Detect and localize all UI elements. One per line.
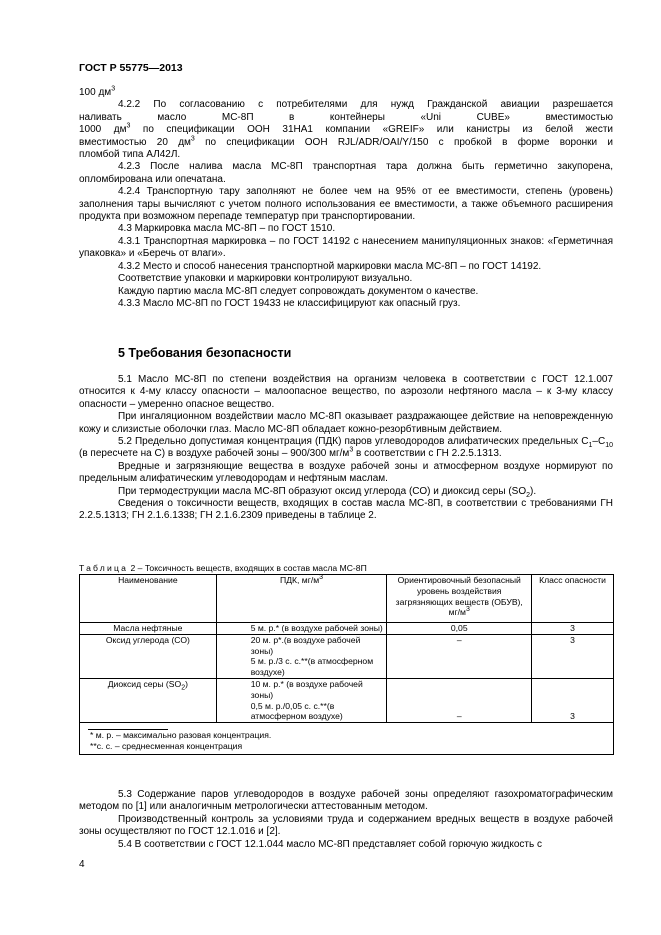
cell-name: Масла нефтяные [80,623,217,635]
table-footnotes-row [80,723,614,755]
header-class: Класс опасности [532,575,614,623]
document-header: ГОСТ Р 55775—2013 [79,62,183,74]
paragraph-5-1-b: При ингаляционном воздействии масло МС-8П оказывает раздражающее действие на неповрежденную кожу и слизистые оболочки глаз. Масло МС-8П обладает кожно-резорбтивным действием. [79,411,613,435]
cell-class: 3 [532,678,614,722]
footnote-1: * м. р. – максимально разовая концентрация. [90,730,272,741]
paragraph-4-2-2-line5: пломбой типа АЛ42Л. [79,149,181,161]
table-caption: Таблица 2 – Токсичность веществ, входящих в состав масла МС-8П [79,563,367,573]
paragraph-5-4: 5.4 В соответствии с ГОСТ 12.1.044 масло МС-8П представляет собой горючую жидкость с [118,838,542,850]
paragraph-4-3: 4.3 Маркировка масла МС-8П – по ГОСТ 1510. [118,223,336,235]
page-number: 4 [79,859,85,870]
paragraph-4-2-2-line1: 4.2.2 По согласованию с потребителями для нужд Гражданской авиации разрешается [118,99,613,111]
paragraph-4-3-1: 4.3.1 Транспортная маркировка – по ГОСТ 14192 с нанесением манипуляционных знаков: «Герметичная упаковка» и «Беречь от влаги». [79,235,613,260]
paragraph-5-2-c: При термодеструкции масла МС-8П образуют оксид углерода (СО) и диоксид серы $(SO_2)$. [118,485,537,499]
section-4-text [79,87,613,310]
cell-pdk: 20 м. р*.(в воздухе рабочей зоны) 5 м. р./3 с. с.**(в атмосферном воздухе) [216,634,387,678]
table-row [80,634,614,678]
section-5-text-continued [79,789,613,851]
paragraph-5-3: 5.3 Содержание паров углеводородов в воздухе рабочей зоны определяют газохроматографическим методом по [1] или аналогичным метрологически аттестованным методом. [79,789,613,813]
table-row [80,678,614,722]
table-footnotes [80,723,614,755]
section-title: 5 Требования безопасности [118,346,292,360]
cell-class: 3 [532,623,614,635]
paragraph-4-2-4: 4.2.4 Транспортную тару заполняют не более чем на 95% от ее вместимости, степень (уровень) заполнения тары вычисляют с учетом полного использования ее вместимости, а также объемного расширения продукта при возможном перепаде температур при транспортировании. [79,186,613,223]
paragraph-5-1: 5.1 Масло МС-8П по степени воздействия на организм человека в соответствии с ГОСТ 12.1.007 относится к 4-му классу опасности – малоопасное вещество, по аэрозоли нефтяного масла – к 3-му классу опасности – умеренно опасное вещество. [79,374,613,410]
paragraph-4-2-2-line4: вместимостью 20 $дм^3$ по спецификации ООН RJL/ADR/OAI/Y/150 с пробкой в форме воронки и [79,135,613,148]
cell-name: Диоксид серы $(SO_2)$ [80,678,217,722]
paragraph-4-3-3: 4.3.3 Масло МС-8П по ГОСТ 19433 не классифицируют как опасный груз. [118,297,461,309]
cell-name: Оксид углерода (СО) [80,634,217,678]
paragraph-5-2: 5.2 Предельно допустимая концентрация (ПДК) паров углеводородов алифатических предельных $С_1-С_{10}$ (в пересчете на С) в воздухе рабочей зоны – 900/300 $мг/м^3$ в соответствии с ГН 2.2.5.1313. [79,436,613,460]
paragraph-volume: 100 $дм^3$ [79,85,116,98]
paragraph-4-3-2-c: Каждую партию масла МС-8П следует сопровождать документом о качестве. [118,285,479,297]
section-5-text [79,374,613,523]
cell-pdk: 5 м. р.* (в воздухе рабочей зоны) [216,623,387,635]
header-obuv: Ориентировочный безопасный уровень воздействия загрязняющих веществ (ОБУВ), $мг/м^3$ [387,575,532,623]
cell-class: 3 [532,634,614,678]
paragraph-4-2-2-line3: 1000 $дм^3$ по спецификации ООН 31НА1 компании «GREIF» или канистры из белой жести [79,122,613,136]
table-header-row [80,575,614,623]
toxicity-table [79,574,614,755]
paragraph-4-2-2-line2: наливать масло МС-8П в контейнеры «Uni CUBE» вместимостью [79,111,613,123]
table-row [80,623,614,635]
cell-obuv: – [387,678,532,722]
header-name: Наименование [80,575,217,623]
paragraph-4-3-2: 4.3.2 Место и способ нанесения транспортной маркировки масла МС-8П – по ГОСТ 14192. [118,260,542,272]
paragraph-5-3-b: Производственный контроль за условиями труда и содержанием вредных веществ в воздухе рабочей зоны осуществляют по ГОСТ 12.1.016 и [2]. [79,813,613,838]
cell-pdk: 10 м. р.* (в воздухе рабочей зоны) 0,5 м. р./0,05 с. с.**(в атмосферном воздухе) [216,678,387,722]
cell-obuv: – [387,634,532,678]
paragraph-4-2-3: 4.2.3 После налива масла МС-8П транспортная тара должна быть герметично закупорена, опломбирована или опечатана. [79,161,613,185]
paragraph-4-3-2-b: Соответствие упаковки и маркировки контролируют визуально. [118,273,413,285]
cell-obuv: 0,05 [387,623,532,635]
footnote-2: **с. с. – среднесменная концентрация [90,740,243,751]
paragraph-5-2-b: Вредные и загрязняющие вещества в воздухе рабочей зоны и атмосферном воздухе нормируют по предельным алифатическим углеводородам и нефтяным маслам. [79,460,613,485]
header-pdk: ПДК, $мг/м^3$ [216,575,387,623]
paragraph-5-2-d: Сведения о токсичности веществ, входящих в состав масла МС-8П, в соответствии с требованиями ГН 2.2.5.1313; ГН 2.1.6.1338; ГН 2.1.6.2309 приведены в таблице 2. [79,498,613,522]
